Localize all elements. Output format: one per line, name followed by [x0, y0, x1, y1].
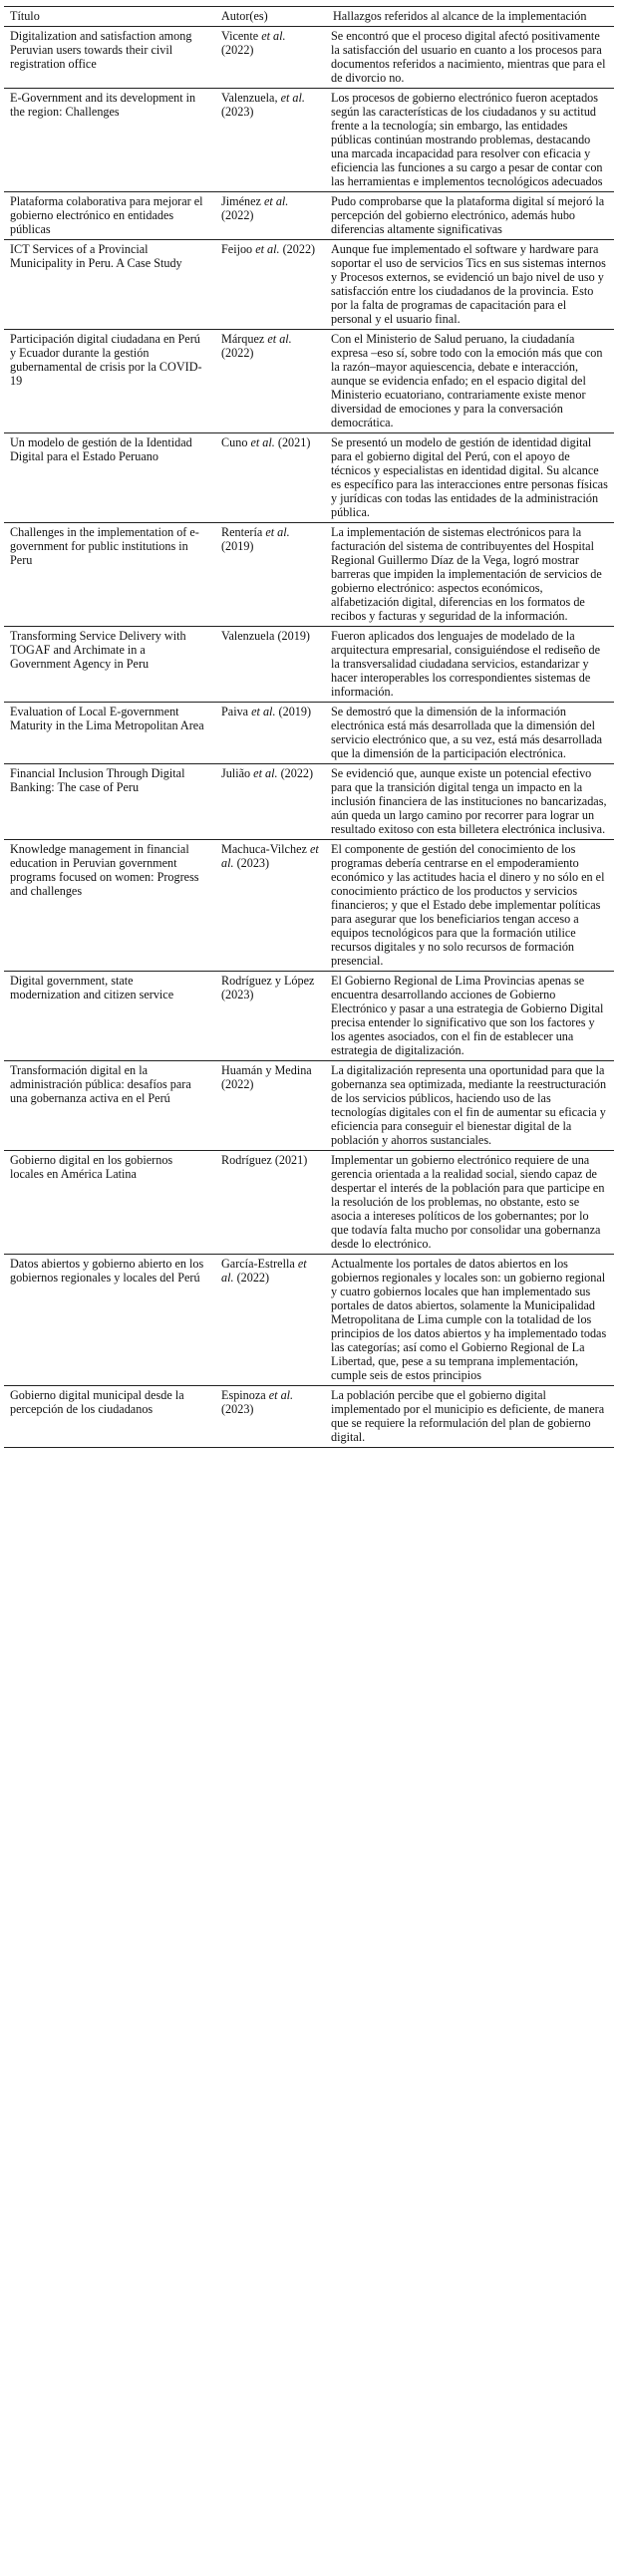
row-title: Financial Inclusion Through Digital Banking: The case of Peru: [10, 766, 185, 794]
author-year: (2022): [221, 43, 254, 57]
author-year: (2019): [221, 539, 254, 553]
author-year: (2023): [221, 105, 254, 119]
row-finding: Aunque fue implementado el software y hardware para soportar el uso de servicios Tics en sus sistemas internos y Procesos externos, se evidenció un bajo nivel de uso y satisfacción entre los ciudadanos de la provincia. Esto por la falta de programas de capacitación para el personal y el usuario final.: [331, 242, 606, 326]
row-authors: [215, 1255, 327, 1386]
row-title: Transforming Service Delivery with TOGAF and Archimate in a Government Agency in Peru: [10, 629, 186, 671]
row-title: Gobierno digital municipal desde la percepción de los ciudadanos: [10, 1388, 184, 1416]
findings-table: [4, 6, 614, 1448]
table-row: [4, 1386, 614, 1448]
row-title: Transformación digital en la administración pública: desafíos para una gobernanza activa en el Perú: [10, 1063, 191, 1105]
row-title: Evaluation of Local E-government Maturity in the Lima Metropolitan Area: [10, 705, 204, 732]
row-authors: [215, 192, 327, 240]
table-row: [4, 27, 614, 89]
row-title: ICT Services of a Provincial Municipality in Peru. A Case Study: [10, 242, 182, 270]
author-name: Feijoo: [221, 242, 253, 256]
author-etal: et al.: [260, 194, 289, 208]
row-authors: [215, 433, 327, 523]
row-finding: Con el Ministerio de Salud peruano, la ciudadanía expresa –eso sí, sobre todo con la emoción más que con la razón–mayor aquiescencia, debate e interacción, aunque se evidencia enfado; en el espacio digital del Ministerio ecuatoriano, contrariamente existe menor diversidad de emociones y para la conversación democrática.: [331, 332, 603, 429]
table-body: [4, 27, 614, 1448]
author-etal: et al.: [248, 705, 276, 718]
author-year: (2019): [275, 705, 312, 718]
row-authors: [215, 972, 327, 1061]
author-year: (2022): [279, 242, 316, 256]
row-title: Gobierno digital en los gobiernos locales en América Latina: [10, 1153, 173, 1181]
table-row: [4, 703, 614, 764]
author-name: García-Estrella: [221, 1257, 295, 1271]
table-row: [4, 972, 614, 1061]
author-name: Rodríguez y López (2023): [221, 974, 315, 1002]
row-title: Challenges in the implementation of e-government for public institutions in Peru: [10, 525, 199, 567]
table-row: [4, 840, 614, 972]
table-row: [4, 240, 614, 330]
row-title: Participación digital ciudadana en Perú y Ecuador durante la gestión gubernamental de crisis por la COVID-19: [10, 332, 202, 388]
row-finding: Los procesos de gobierno electrónico fueron aceptados según las características de los ciudadanos y su actitud frente a la tecnología; sin embargo, las entidades públicas continúan mostrando problemas, destacando una marcada incapacidad para resolver con eficacia y eficiencia las funciones a su cargo a pesar de contar con las herramientas e implementos tecnológicos adecuados: [331, 91, 603, 188]
row-finding: La población percibe que el gobierno digital implementado por el municipio es deficiente, de manera que se requiere la reformulación del plan de gobierno digital.: [331, 1388, 605, 1444]
author-etal: et al.: [262, 525, 290, 539]
row-finding: Actualmente los portales de datos abiertos en los gobiernos regionales y locales son: un gobierno regional y cuatro gobiernos locales que han implementado sus portales de datos abiertos, solamente la Municipalidad Metropolitana de Lima cumple con la totalidad de los principios de los datos abiertos y ha implementado todas las categorías; así como el Gobierno Regional de La Libertad, que, pese a su temprana implementación, cumple seis de estos principios: [331, 1257, 607, 1382]
author-name: Paiva: [221, 705, 249, 718]
row-title: Digitalization and satisfaction among Peruvian users towards their civil registration office: [10, 29, 192, 71]
row-authors: [215, 764, 327, 840]
row-finding: Fueron aplicados dos lenguajes de modelado de la arquitectura empresarial, consiguiéndose el rediseño de la transversalidad ciudadana servicios, estandarizar y hacer interoperables los correspondientes sistemas de información.: [331, 629, 601, 699]
table-row: [4, 330, 614, 433]
author-year: (2022): [221, 346, 254, 360]
table-row: [4, 433, 614, 523]
author-etal: et al.: [221, 1257, 307, 1285]
row-finding: La digitalización representa una oportunidad para que la gobernanza sea optimizada, mediante la reestructuración de los servicios públicos, haciendo uso de las tecnologías digitales con el fin de aumentar su eficacia y eficiencia para conseguir el bienestar digital de la población y ahorros sustanciales.: [331, 1063, 607, 1147]
row-authors: [215, 240, 327, 330]
author-name: Jiménez: [221, 194, 261, 208]
author-etal: et al.: [221, 842, 319, 870]
row-authors: [215, 1386, 327, 1448]
row-title: Un modelo de gestión de la Identidad Digital para el Estado Peruano: [10, 435, 192, 463]
author-etal: et al.: [277, 91, 305, 105]
row-title: Knowledge management in financial education in Peruvian government programs focused on women: Progress and challenges: [10, 842, 199, 898]
author-name: Cuno: [221, 435, 248, 449]
row-title: E-Government and its development in the region: Challenges: [10, 91, 196, 119]
table-row: [4, 627, 614, 703]
table-row: [4, 1151, 614, 1255]
table-row: [4, 764, 614, 840]
header-row: [4, 7, 614, 27]
row-finding: Se demostró que la dimensión de la información electrónica está más desarrollada que la dimensión del servicio electrónico que, a su vez, está más desarrollada que la dimensión de la participación electrónica.: [331, 705, 603, 760]
row-authors: [215, 1061, 327, 1151]
author-etal: et al.: [265, 1388, 294, 1402]
author-name: Rentería: [221, 525, 263, 539]
row-finding: El Gobierno Regional de Lima Provincias apenas se encuentra desarrollando acciones de Gobierno Electrónico y pasar a una estrategia de Gobierno Digital precisa entender lo significativo que son los factores y los agentes asociados, con el fin de establecer una estrategia de digitalización.: [331, 974, 604, 1057]
row-finding: Pudo comprobarse que la plataforma digital sí mejoró la percepción del gobierno electrónico, además hubo diferencias altamente significativas: [331, 194, 605, 236]
author-year: (2022): [221, 208, 254, 222]
row-finding: Se evidenció que, aunque existe un potencial efectivo para que la transición digital tenga un impacto en la inclusión financiera de las instituciones no bancarizadas, aún queda un largo camino por recorrer para lograr un resultado exitoso con esta billetera electrónica inclusiva.: [331, 766, 607, 836]
row-finding: El componente de gestión del conocimiento de los programas debería centrarse en el empoderamiento económico y las actitudes hacia el dinero y no sólo en el conocimiento práctico de los productos y servicios financieros; y que el Estado debe implementar políticas para asegurar que los beneficiarios tengan acceso a equipos tecnológicos para que la formación utilice recursos digitales y no solo recursos de formación presencial.: [331, 842, 605, 968]
row-title: Digital government, state modernization and citizen service: [10, 974, 174, 1002]
author-year: (2022): [233, 1271, 270, 1285]
author-year: (2023): [221, 1402, 254, 1416]
row-authors: [215, 523, 327, 627]
row-authors: [215, 703, 327, 764]
table-row: [4, 523, 614, 627]
row-authors: [215, 27, 327, 89]
table-row: [4, 89, 614, 192]
author-etal: et al.: [264, 332, 292, 346]
author-name: Vicente: [221, 29, 259, 43]
author-name: Valenzuela (2019): [221, 629, 310, 643]
table-header: [4, 7, 614, 27]
author-etal: et al.: [258, 29, 286, 43]
author-name: Márquez: [221, 332, 265, 346]
table-row: [4, 1061, 614, 1151]
row-title: Plataforma colaborativa para mejorar el gobierno electrónico en entidades públicas: [10, 194, 203, 236]
row-authors: [215, 330, 327, 433]
header-findings: Hallazgos referidos al alcance de la implementación: [333, 9, 587, 23]
row-authors: [215, 89, 327, 192]
row-finding: Se presentó un modelo de gestión de identidad digital para el gobierno digital del Perú, con el apoyo de técnicos y especialistas en identidad digital. Su alcance es específico para las interacciones entre personas físicas y jurídicas con todas las entidades de la administración pública.: [331, 435, 608, 519]
header-authors: Autor(es): [221, 9, 268, 23]
row-finding: La implementación de sistemas electrónicos para la facturación del sistema de contribuyentes del Hospital Regional Guillermo Díaz de la Vega, logró mostrar barreras que impiden la implementación de servicios de gobierno electrónico: aspectos económicos, alfabetización digital, diferencias en los formatos de recibos y facturas y seguridad de la información.: [331, 525, 602, 623]
table-row: [4, 1255, 614, 1386]
author-etal: et al.: [247, 435, 275, 449]
table-row: [4, 192, 614, 240]
row-authors: [215, 1151, 327, 1255]
author-name: Rodríguez (2021): [221, 1153, 308, 1167]
author-etal: et al.: [252, 242, 280, 256]
author-name: Machuca-Vilchez: [221, 842, 307, 856]
row-authors: [215, 627, 327, 703]
author-name: Espinoza: [221, 1388, 266, 1402]
row-finding: Implementar un gobierno electrónico requiere de una gerencia orientada a la realidad social, siendo capaz de despertar el interés de la población para que participe en la resolución de los problemas, no obstante, esto se asocia a intereses políticos de los gobernantes; por lo que todavía falta mucho por consolidar una gobernanza desde lo electrónico.: [331, 1153, 605, 1251]
row-title: Datos abiertos y gobierno abierto en los gobiernos regionales y locales del Perú: [10, 1257, 204, 1285]
author-year: (2023): [233, 856, 270, 870]
author-etal: et al.: [250, 766, 278, 780]
row-authors: [215, 840, 327, 972]
author-name: Valenzuela,: [221, 91, 278, 105]
author-name: Huamán y Medina (2022): [221, 1063, 312, 1091]
row-finding: Se encontró que el proceso digital afectó positivamente la satisfacción del usuario en cuanto a los procesos para documentos referidos a nacimiento, mientras que para el de divorcio no.: [331, 29, 606, 85]
author-year: (2021): [274, 435, 311, 449]
header-title: Título: [10, 9, 40, 23]
author-year: (2022): [277, 766, 314, 780]
author-name: Julião: [221, 766, 251, 780]
